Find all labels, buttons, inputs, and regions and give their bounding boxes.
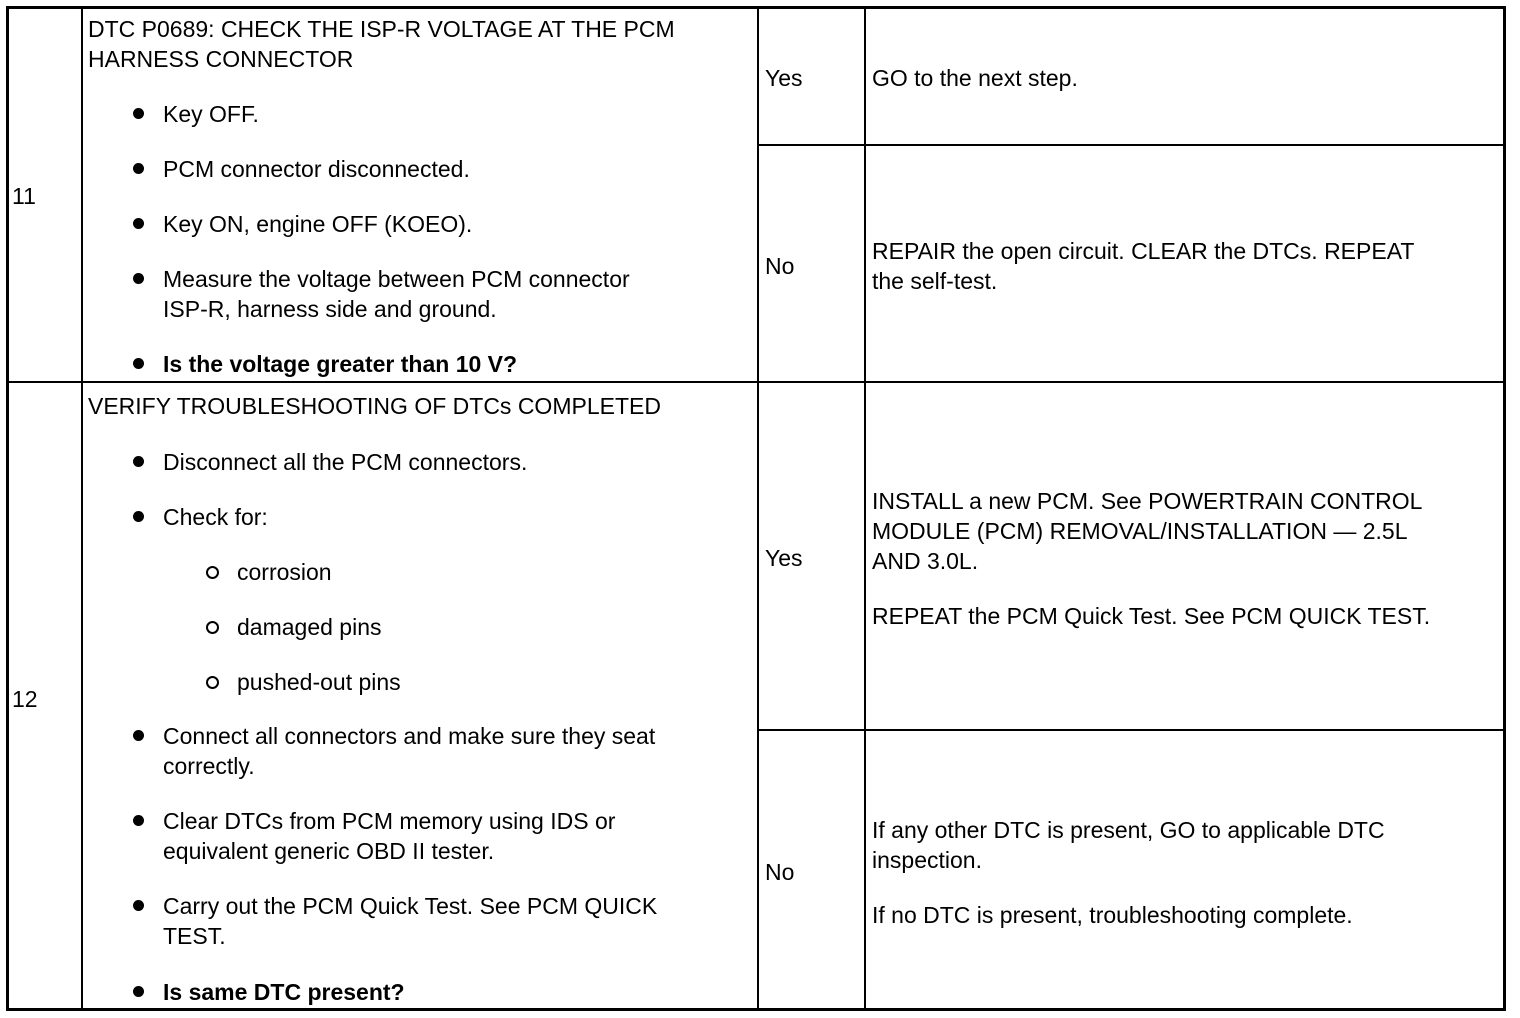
list-item: PCM connector disconnected. xyxy=(163,156,470,182)
bullet-icon xyxy=(133,218,144,229)
list-item: correctly. xyxy=(163,753,255,779)
bullet-icon xyxy=(133,511,144,522)
list-item: Disconnect all the PCM connectors. xyxy=(163,449,528,475)
bullet-icon xyxy=(133,358,144,369)
step-title: DTC P0689: CHECK THE ISP-R VOLTAGE AT THE PCM xyxy=(88,16,675,42)
circle-bullet-icon xyxy=(206,676,219,689)
question-item: Is the voltage greater than 10 V? xyxy=(163,351,518,377)
action-text: INSTALL a new PCM. See POWERTRAIN CONTROL xyxy=(872,488,1423,514)
bullet-icon xyxy=(133,456,144,467)
bullet-icon xyxy=(133,108,144,119)
list-item: TEST. xyxy=(163,923,226,949)
column-divider-action xyxy=(757,6,759,1011)
answer-no: No xyxy=(765,859,795,885)
action-text: GO to the next step. xyxy=(872,65,1078,91)
action-text: inspection. xyxy=(872,847,982,873)
column-divider-answer xyxy=(864,6,866,1011)
action-text: REPEAT the PCM Quick Test. See PCM QUICK TEST. xyxy=(872,603,1431,629)
circle-bullet-icon xyxy=(206,566,219,579)
step-title: HARNESS CONNECTOR xyxy=(88,46,354,72)
bullet-icon xyxy=(133,730,144,741)
answer-yes: Yes xyxy=(765,545,803,571)
row-divider-11-yes-no xyxy=(757,144,1506,146)
list-item: equivalent generic OBD II tester. xyxy=(163,838,495,864)
sub-list-item: corrosion xyxy=(237,559,332,585)
row-divider-12-yes-no xyxy=(757,729,1506,731)
bullet-icon xyxy=(133,815,144,826)
list-item: Key OFF. xyxy=(163,101,259,127)
list-item: Connect all connectors and make sure they seat xyxy=(163,723,656,749)
step-number: 12 xyxy=(12,686,38,712)
action-text: the self-test. xyxy=(872,268,998,294)
list-item: Check for: xyxy=(163,504,268,530)
list-item: Clear DTCs from PCM memory using IDS or xyxy=(163,808,616,834)
question-item: Is same DTC present? xyxy=(163,979,405,1005)
sub-list-item: pushed-out pins xyxy=(237,669,401,695)
step-title: VERIFY TROUBLESHOOTING OF DTCs COMPLETED xyxy=(88,393,661,419)
sub-list-item: damaged pins xyxy=(237,614,382,640)
list-item: Carry out the PCM Quick Test. See PCM QUICK xyxy=(163,893,658,919)
list-item: Measure the voltage between PCM connector xyxy=(163,266,630,292)
circle-bullet-icon xyxy=(206,621,219,634)
answer-no: No xyxy=(765,253,795,279)
answer-yes: Yes xyxy=(765,65,803,91)
row-divider-step-11-12 xyxy=(6,381,1506,383)
bullet-icon xyxy=(133,273,144,284)
list-item: Key ON, engine OFF (KOEO). xyxy=(163,211,473,237)
action-text: If any other DTC is present, GO to applicable DTC xyxy=(872,817,1385,843)
step-number: 11 xyxy=(12,183,36,209)
action-text: AND 3.0L. xyxy=(872,548,979,574)
bullet-icon xyxy=(133,986,144,997)
list-item: ISP-R, harness side and ground. xyxy=(163,296,497,322)
bullet-icon xyxy=(133,900,144,911)
action-text: MODULE (PCM) REMOVAL/INSTALLATION — 2.5L xyxy=(872,518,1408,544)
column-divider-step xyxy=(81,6,83,1011)
action-text: If no DTC is present, troubleshooting complete. xyxy=(872,902,1353,928)
bullet-icon xyxy=(133,163,144,174)
action-text: REPAIR the open circuit. CLEAR the DTCs. REPEAT xyxy=(872,238,1415,264)
